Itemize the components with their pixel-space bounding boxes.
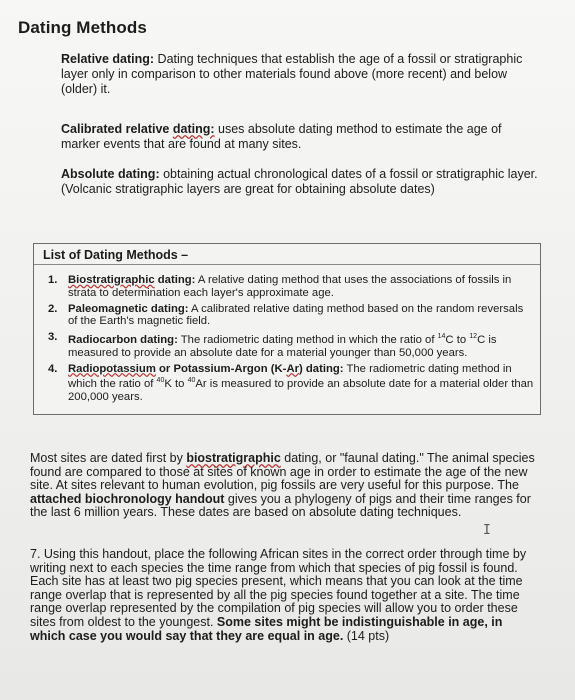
list-item-text: The radiometric dating method in which the ratio of	[177, 333, 438, 346]
list-item-label: Radiocarbon dating:	[68, 333, 178, 346]
page-title: Dating Methods	[18, 18, 147, 37]
list-item-number: 4.	[48, 362, 58, 375]
list-item-number: 2.	[48, 302, 58, 315]
paragraph-text: Most sites are dated first by	[30, 451, 187, 465]
list-item-text: A relative dating method that uses the associations of fossils in strata to determination each layer's approximate age.	[68, 274, 512, 299]
dating-methods-list	[34, 274, 534, 407]
list-item-label: Biostratigraphic	[68, 274, 155, 286]
list-item	[34, 331, 534, 359]
list-item-number: 1.	[48, 274, 58, 286]
question-points: (14 pts)	[343, 628, 390, 643]
dating-methods-box	[33, 243, 541, 415]
question-7	[30, 548, 535, 643]
list-item-text: A calibrated relative dating method based on the random reversals of the Earth's magnetic field.	[68, 302, 524, 328]
list-item-text: K to	[164, 378, 188, 391]
list-item	[34, 363, 534, 404]
list-item-label: or Potassium-Argon (K-	[155, 362, 287, 375]
calibrated-dating-definition	[61, 122, 541, 152]
paragraph-text: dating, or "faunal dating." The animal species found are compared to those at sites of known age in order to estimate the age of the new site. At sites relevant to human evolution, pig fossils are very useful for this purpose. The	[30, 451, 535, 493]
list-item-label: Radiopotassium	[68, 362, 156, 375]
list-item-text: C is measured to provide an absolute date for a material younger than 50,000 years.	[68, 333, 497, 359]
list-item-text: Ar is measured to provide an absolute date for a material older than 200,000 years.	[68, 378, 534, 403]
text-cursor-icon: I	[483, 523, 491, 538]
absolute-dating-label: Absolute dating:	[61, 167, 160, 181]
superscript: 40	[156, 377, 165, 385]
relative-dating-label: Relative dating:	[61, 52, 155, 66]
relative-dating-definition	[61, 52, 541, 97]
dating-methods-header: List of Dating Methods –	[34, 244, 540, 265]
list-item-text: The radiometric dating method in which the ratio of	[68, 362, 512, 391]
calibrated-dating-label-underlined: dating:	[172, 122, 215, 136]
absolute-dating-definition	[61, 167, 541, 197]
absolute-dating-text: obtaining actual chronological dates of a fossil or stratigraphic layer. (Volcanic stratigraphic layers are great for obtaining absolute dates)	[61, 167, 538, 196]
list-item-text: C to	[445, 333, 470, 346]
list-item-label: Paleomagnetic dating:	[68, 302, 189, 315]
list-item-label-suffix: dating:	[154, 274, 196, 286]
relative-dating-text: Dating techniques that establish the age of a fossil or stratigraphic layer only in comparison to other materials found above (more recent) and below (older) it.	[61, 52, 523, 96]
superscript: 14	[437, 333, 446, 341]
list-item-label: ) dating:	[299, 362, 344, 375]
paragraph-bold: biostratigraphic	[186, 451, 281, 465]
question-text: 7. Using this handout, place the following African sites in the correct order through time by writing next to each species the time range from which that species of pig fossil is found. Each site has at least two pig species present, which means that you can look at the time range overlap that is represented by all the pig species found together at a site. The time range overlap represented by the compilation of pig species will allow you to order these sites from oldest to the youngest.	[30, 547, 527, 629]
list-item	[34, 303, 534, 329]
paragraph-bold: attached biochronology handout	[30, 491, 225, 506]
superscript: 40	[187, 377, 196, 385]
calibrated-dating-label: Calibrated relative	[61, 122, 173, 136]
calibrated-dating-text: uses absolute dating method to estimate the age of marker events that are found at many sites.	[61, 122, 502, 151]
list-item-number: 3.	[48, 331, 58, 344]
biostratigraphy-paragraph	[30, 452, 535, 520]
superscript: 12	[469, 333, 478, 341]
list-item-label: Ar	[286, 362, 299, 375]
paragraph-text: gives you a phylogeny of pigs and their time ranges for the last 6 million years. These dates are based on absolute dating techniques.	[30, 491, 531, 520]
list-item	[34, 274, 534, 300]
question-bold: Some sites might be indistinguishable in age, in which case you would say that they are equal in age.	[30, 614, 503, 643]
